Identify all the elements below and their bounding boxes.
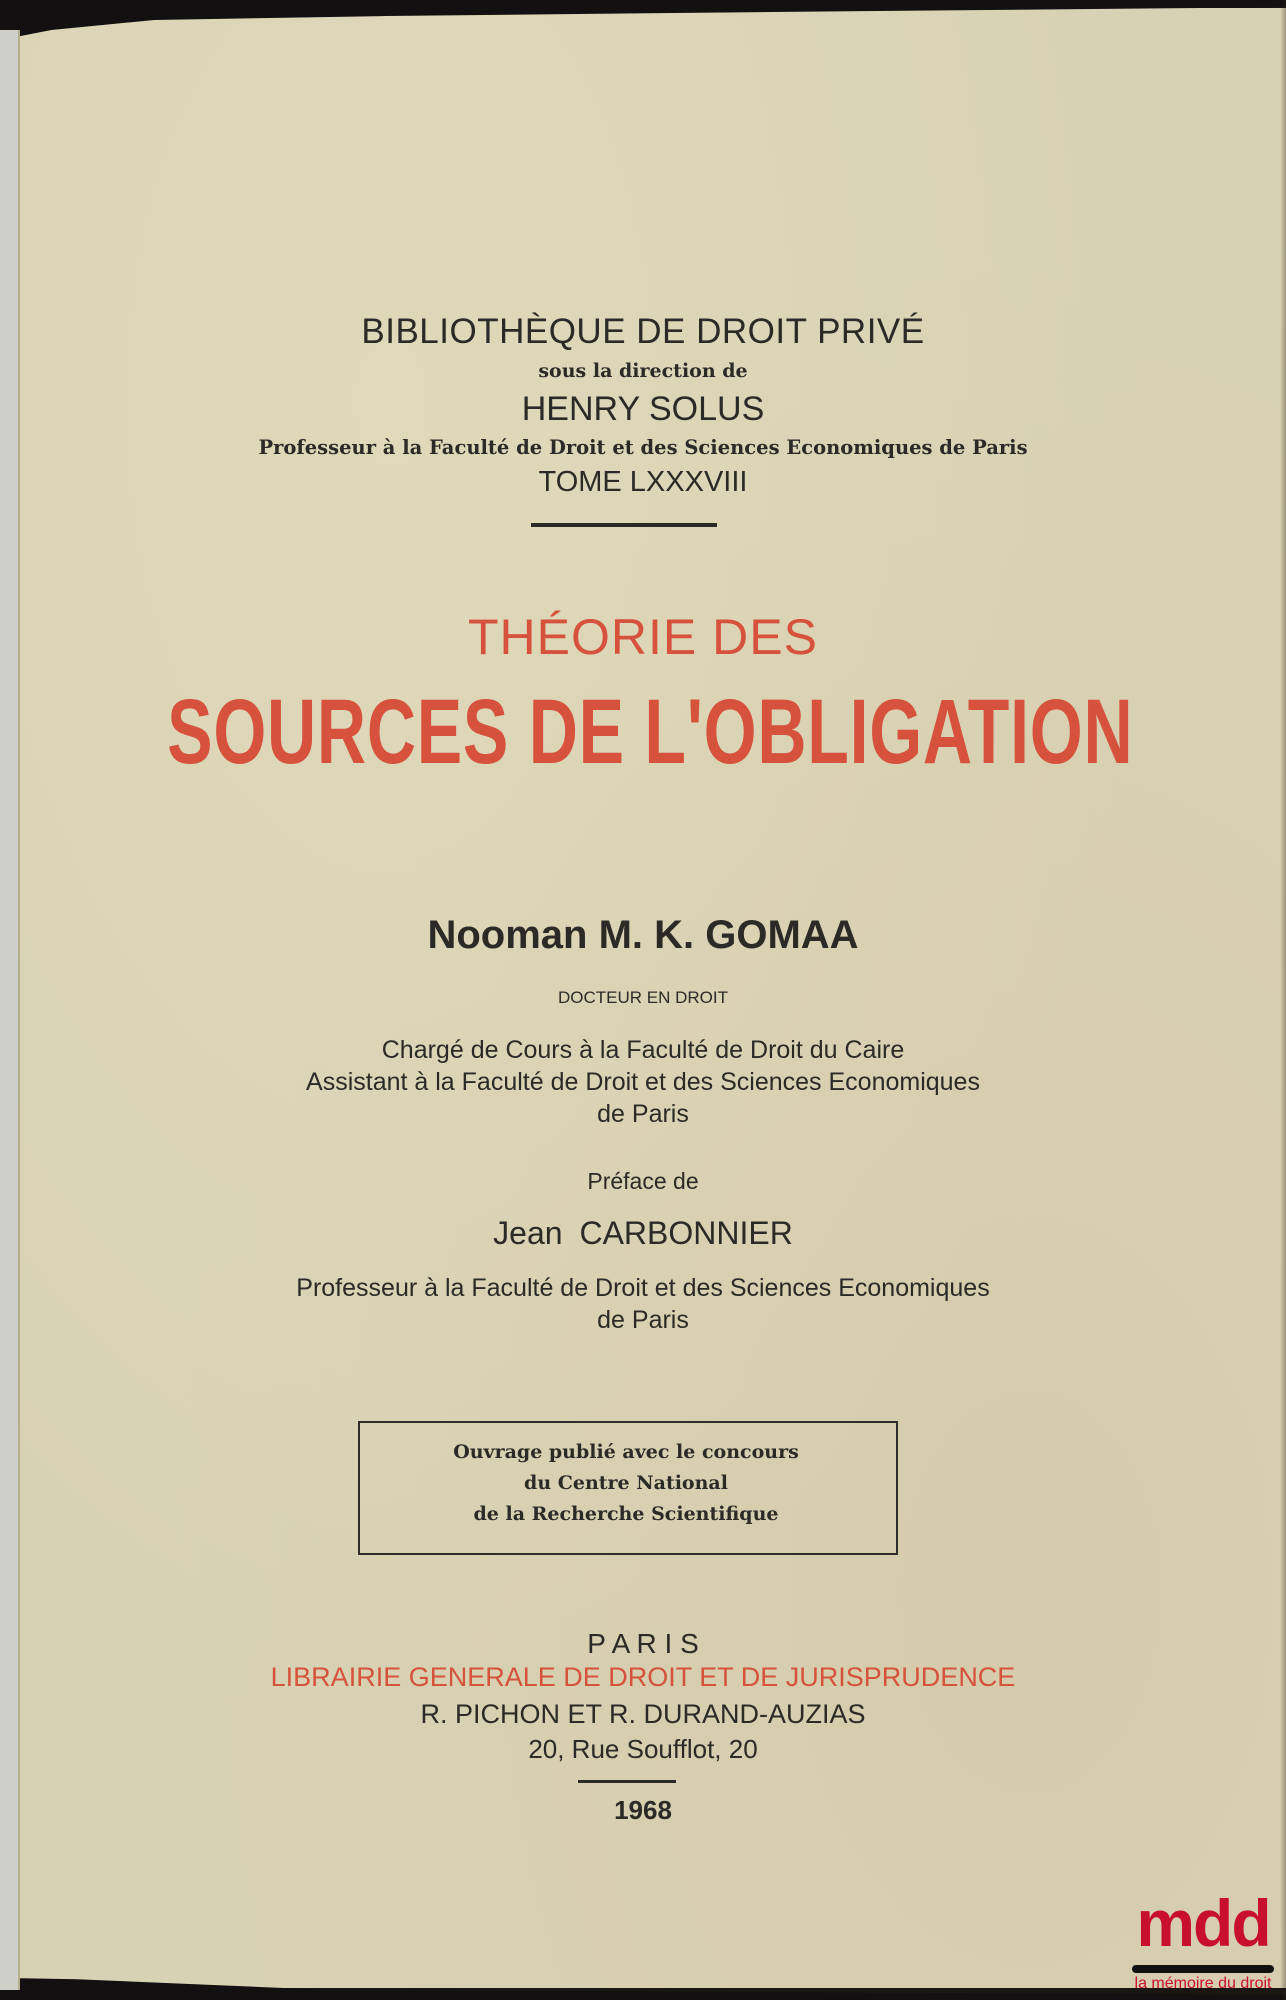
book-title-line2: SOURCES DE L'OBLIGATION: [167, 681, 1134, 783]
series-title: BIBLIOTHÈQUE DE DROIT PRIVÉ: [361, 312, 925, 351]
publisher-city: P A R I S: [587, 1628, 699, 1659]
preface-label: Préface de: [587, 1168, 699, 1194]
author-position-line3: de Paris: [597, 1100, 689, 1128]
mdd-logo-tagline: la mémoire du droit: [1134, 1975, 1272, 1992]
author-name: Nooman M. K. GOMAA: [427, 913, 859, 957]
publisher-owners: R. PICHON ET R. DURAND-AUZIAS: [420, 1699, 866, 1729]
mdd-logo-text: mdd: [1136, 1886, 1270, 1960]
publisher-name: LIBRAIRIE GENERALE DE DROIT ET DE JURISPRUDENCE: [270, 1662, 1016, 1692]
series-direction-label: sous la direction de: [538, 360, 748, 382]
notice-line1: Ouvrage publié avec le concours: [453, 1441, 799, 1463]
preface-author: Jean CARBONNIER: [493, 1215, 793, 1251]
notice-line3: de la Recherche Scientifique: [473, 1503, 779, 1525]
author-position-line2: Assistant à la Faculté de Droit et des Sciences Economiques: [306, 1068, 980, 1096]
mdd-logo-bar: [1132, 1965, 1274, 1973]
mdd-watermark-logo: [1128, 1886, 1278, 1995]
notice-line2: du Centre National: [524, 1472, 728, 1494]
publisher-address: 20, Rue Soufflot, 20: [528, 1734, 758, 1764]
series-director-title: Professeur à la Faculté de Droit et des Sciences Economiques de Paris: [258, 436, 1028, 459]
series-director: HENRY SOLUS: [521, 390, 765, 428]
book-title-line1: THÉORIE DES: [468, 609, 818, 665]
series-tome: TOME LXXXVIII: [538, 466, 748, 498]
publication-year: 1968: [614, 1795, 672, 1825]
preface-author-title-line1: Professeur à la Faculté de Droit et des Sciences Economiques: [296, 1274, 990, 1302]
author-degree: DOCTEUR EN DROIT: [558, 988, 728, 1007]
author-position-line1: Chargé de Cours à la Faculté de Droit du Caire: [381, 1036, 905, 1064]
divider-rule: [531, 523, 717, 527]
publisher-divider-rule: [578, 1780, 676, 1783]
preface-author-title-line2: de Paris: [597, 1306, 689, 1334]
